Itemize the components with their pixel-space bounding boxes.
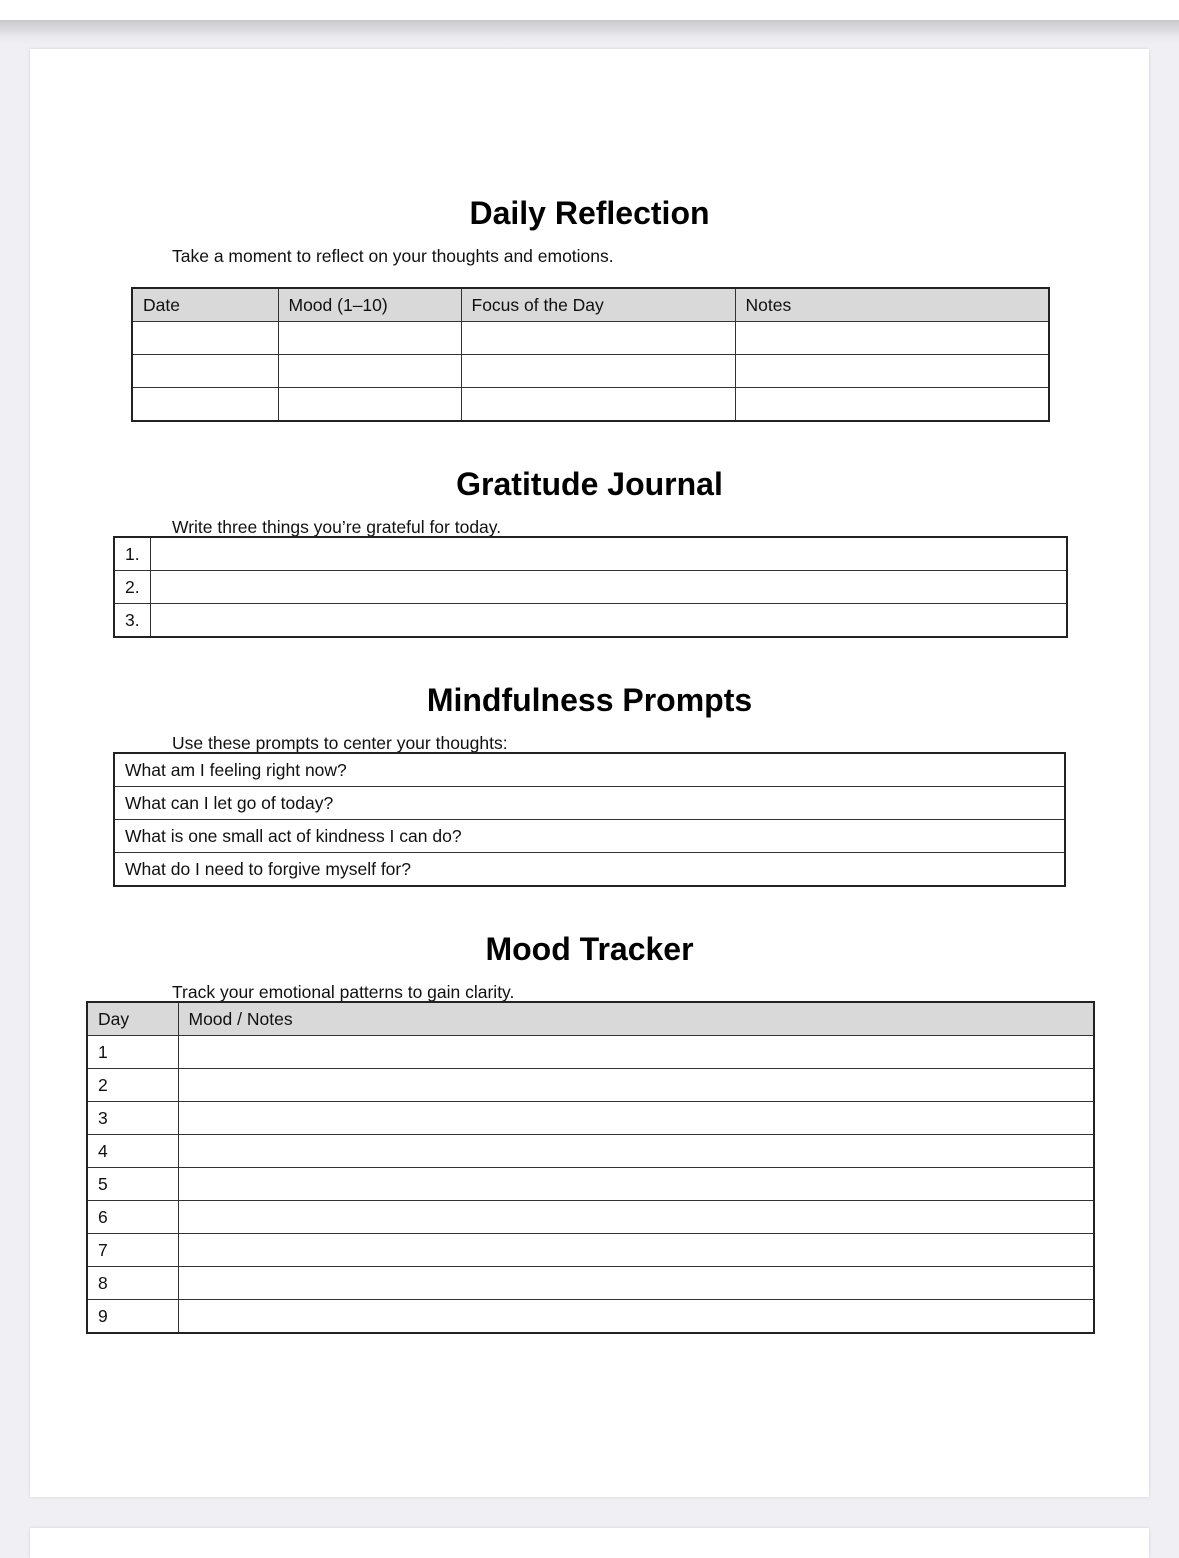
prompt-cell: What can I let go of today? — [114, 787, 1065, 820]
table-row — [87, 1168, 1094, 1201]
table-row — [87, 1036, 1094, 1069]
table-row — [114, 604, 1067, 638]
table-row — [87, 1102, 1094, 1135]
day-number: 2 — [87, 1069, 178, 1102]
column-header-focus: Focus of the Day — [461, 288, 735, 322]
table-row — [87, 1069, 1094, 1102]
table-row — [114, 571, 1067, 604]
mood-notes-cell[interactable] — [178, 1102, 1094, 1135]
mood-cell[interactable] — [278, 322, 461, 355]
mood-cell[interactable] — [278, 388, 461, 422]
column-header-day: Day — [87, 1002, 178, 1036]
day-number: 1 — [87, 1036, 178, 1069]
prompt-cell: What am I feeling right now? — [114, 753, 1065, 787]
date-cell[interactable] — [132, 388, 278, 422]
gratitude-journal-title: Gratitude Journal — [456, 466, 723, 502]
column-header-notes: Notes — [735, 288, 1049, 322]
mood-notes-cell[interactable] — [178, 1168, 1094, 1201]
mood-tracker-title: Mood Tracker — [485, 931, 694, 967]
item-number: 3. — [114, 604, 150, 638]
table-row — [132, 355, 1049, 388]
table-row — [132, 322, 1049, 355]
day-number: 9 — [87, 1300, 178, 1334]
column-header-mood-notes: Mood / Notes — [178, 1002, 1094, 1036]
mood-notes-cell[interactable] — [178, 1135, 1094, 1168]
day-number: 5 — [87, 1168, 178, 1201]
gratitude-entry[interactable] — [150, 571, 1067, 604]
table-row — [114, 537, 1067, 571]
daily-reflection-table — [131, 287, 1050, 422]
mood-notes-cell[interactable] — [178, 1234, 1094, 1267]
gratitude-entry[interactable] — [150, 604, 1067, 638]
table-row — [114, 753, 1065, 787]
notes-cell[interactable] — [735, 388, 1049, 422]
mindfulness-prompts-title: Mindfulness Prompts — [426, 682, 753, 718]
day-number: 4 — [87, 1135, 178, 1168]
column-header-date: Date — [132, 288, 278, 322]
day-number: 7 — [87, 1234, 178, 1267]
table-row — [87, 1267, 1094, 1300]
table-row — [87, 1300, 1094, 1334]
table-header-row — [132, 288, 1049, 322]
item-number: 2. — [114, 571, 150, 604]
gratitude-table — [113, 536, 1068, 638]
item-number: 1. — [114, 537, 150, 571]
table-row — [114, 820, 1065, 853]
focus-cell[interactable] — [461, 322, 735, 355]
mood-notes-cell[interactable] — [178, 1036, 1094, 1069]
table-row — [132, 388, 1049, 422]
viewer-top-bar — [0, 0, 1179, 20]
day-number: 6 — [87, 1201, 178, 1234]
table-row — [87, 1201, 1094, 1234]
mood-tracker-table — [86, 1001, 1095, 1334]
gratitude-entry[interactable] — [150, 537, 1067, 571]
mood-notes-cell[interactable] — [178, 1069, 1094, 1102]
table-row — [87, 1135, 1094, 1168]
gratitude-journal-subtitle: Write three things you’re grateful for today. — [172, 517, 502, 537]
mindfulness-prompts-subtitle: Use these prompts to center your thoughts: — [172, 733, 508, 753]
table-header-row — [87, 1002, 1094, 1036]
mood-cell[interactable] — [278, 355, 461, 388]
daily-reflection-title: Daily Reflection — [469, 195, 710, 231]
mood-notes-cell[interactable] — [178, 1201, 1094, 1234]
mood-notes-cell[interactable] — [178, 1267, 1094, 1300]
notes-cell[interactable] — [735, 322, 1049, 355]
daily-reflection-subtitle: Take a moment to reflect on your thoughts and emotions. — [172, 246, 614, 266]
date-cell[interactable] — [132, 322, 278, 355]
table-row — [114, 853, 1065, 887]
next-document-page — [30, 1528, 1149, 1558]
mood-tracker-subtitle: Track your emotional patterns to gain clarity. — [172, 982, 515, 1002]
day-number: 8 — [87, 1267, 178, 1300]
prompt-cell: What do I need to forgive myself for? — [114, 853, 1065, 887]
date-cell[interactable] — [132, 355, 278, 388]
table-row — [114, 787, 1065, 820]
notes-cell[interactable] — [735, 355, 1049, 388]
day-number: 3 — [87, 1102, 178, 1135]
focus-cell[interactable] — [461, 388, 735, 422]
viewer-top-shadow — [0, 20, 1179, 46]
focus-cell[interactable] — [461, 355, 735, 388]
column-header-mood: Mood (1–10) — [278, 288, 461, 322]
prompt-cell: What is one small act of kindness I can do? — [114, 820, 1065, 853]
mood-notes-cell[interactable] — [178, 1300, 1094, 1334]
mindfulness-table — [113, 752, 1066, 887]
table-row — [87, 1234, 1094, 1267]
